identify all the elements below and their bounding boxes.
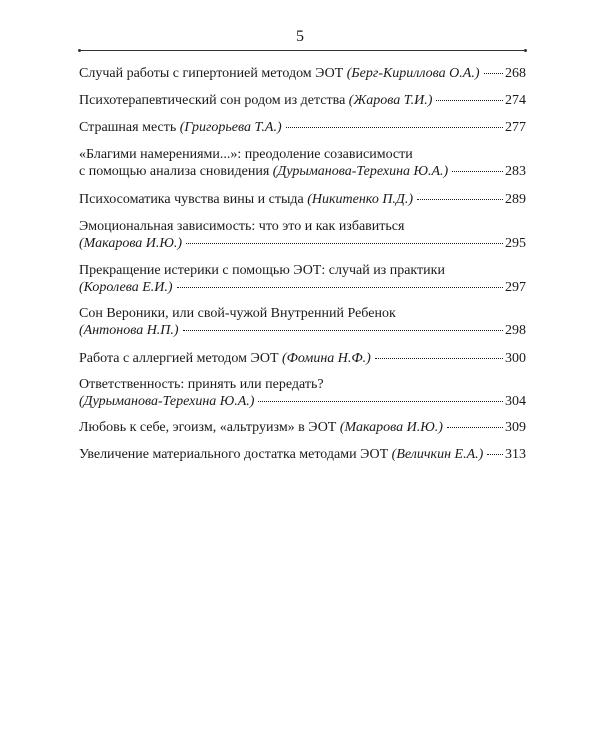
entry-author: (Антонова Н.П.): [79, 323, 179, 338]
entry-author: (Никитенко П.Д.): [307, 192, 414, 207]
entry-author: (Берг-Кириллова О.А.): [346, 66, 480, 81]
dot-leader: [436, 100, 503, 101]
entry-title: Прекращение истерики с помощью ЭОТ: случай из практики: [79, 263, 445, 278]
entry-title: Работа с аллергией методом ЭОТ: [79, 351, 279, 366]
entry-author: (Макарова И.Ю.): [79, 236, 183, 251]
entry-title: Психотерапевтический сон родом из детства: [79, 93, 346, 108]
entry-page: 277: [505, 120, 526, 135]
entry-author: (Королева Е.И.): [79, 280, 173, 295]
entry-page: 297: [505, 280, 526, 295]
dot-leader: [258, 401, 503, 402]
dot-leader: [484, 73, 504, 74]
dot-leader: [452, 171, 503, 172]
entry-author: (Величкин Е.А.): [391, 447, 484, 462]
toc-entry[interactable]: [79, 218, 526, 252]
entry-page: 274: [505, 93, 526, 108]
entry-page: 300: [505, 351, 526, 366]
toc-entry[interactable]: [79, 92, 526, 109]
dot-leader: [447, 427, 503, 428]
entry-title: Увеличение материального достатка методами ЭОТ: [79, 447, 389, 462]
toc-entry[interactable]: [79, 350, 526, 367]
entry-page: 289: [505, 192, 526, 207]
page-number: 5: [296, 28, 304, 45]
entry-page: 295: [505, 236, 526, 251]
entry-title-line2: с помощью анализа сновидения: [79, 164, 270, 179]
toc-entry[interactable]: [79, 305, 526, 339]
entry-title: Ответственность: принять или передать?: [79, 377, 324, 392]
dot-leader: [417, 199, 503, 200]
entry-page: 304: [505, 394, 526, 409]
toc-entry[interactable]: [79, 146, 526, 180]
entry-page: 313: [505, 447, 526, 462]
entry-author: (Дурыманова-Терехина Ю.А.): [272, 164, 449, 179]
entry-author: (Григорьева Т.А.): [179, 120, 282, 135]
dot-leader: [183, 330, 503, 331]
entry-page: 298: [505, 323, 526, 338]
entry-page: 283: [505, 164, 526, 179]
toc-entry[interactable]: [79, 191, 526, 208]
entry-title: Любовь к себе, эгоизм, «альтруизм» в ЭОТ: [79, 420, 337, 435]
entry-title: Сон Вероники, или свой-чужой Внутренний Ребенок: [79, 306, 396, 321]
entry-author: (Жарова Т.И.): [348, 93, 433, 108]
entry-title: Страшная месть: [79, 120, 177, 135]
dot-leader: [487, 454, 503, 455]
toc-entry[interactable]: [79, 419, 526, 436]
header-rule: [80, 50, 525, 51]
toc-entry[interactable]: [79, 376, 526, 410]
toc-entry[interactable]: [79, 262, 526, 296]
entry-author: (Макарова И.Ю.): [339, 420, 443, 435]
entry-title-line1: «Благими намерениями...»: преодоление созависимости: [79, 147, 413, 162]
dot-leader: [286, 127, 503, 128]
entry-title: Случай работы с гипертонией методом ЭОТ: [79, 66, 344, 81]
entry-title: Эмоциональная зависимость: что это и как избавиться: [79, 219, 405, 234]
entry-author: (Дурыманова-Терехина Ю.А.): [79, 394, 255, 409]
toc-entry[interactable]: [79, 65, 526, 82]
dot-leader: [186, 243, 503, 244]
toc-entry[interactable]: [79, 119, 526, 136]
dot-leader: [177, 287, 503, 288]
entry-author: (Фомина Н.Ф.): [282, 351, 371, 366]
entry-title: Психосоматика чувства вины и стыда: [79, 192, 304, 207]
dot-leader: [375, 358, 503, 359]
entry-page: 268: [505, 66, 526, 81]
entry-page: 309: [505, 420, 526, 435]
toc-entry[interactable]: [79, 446, 526, 463]
